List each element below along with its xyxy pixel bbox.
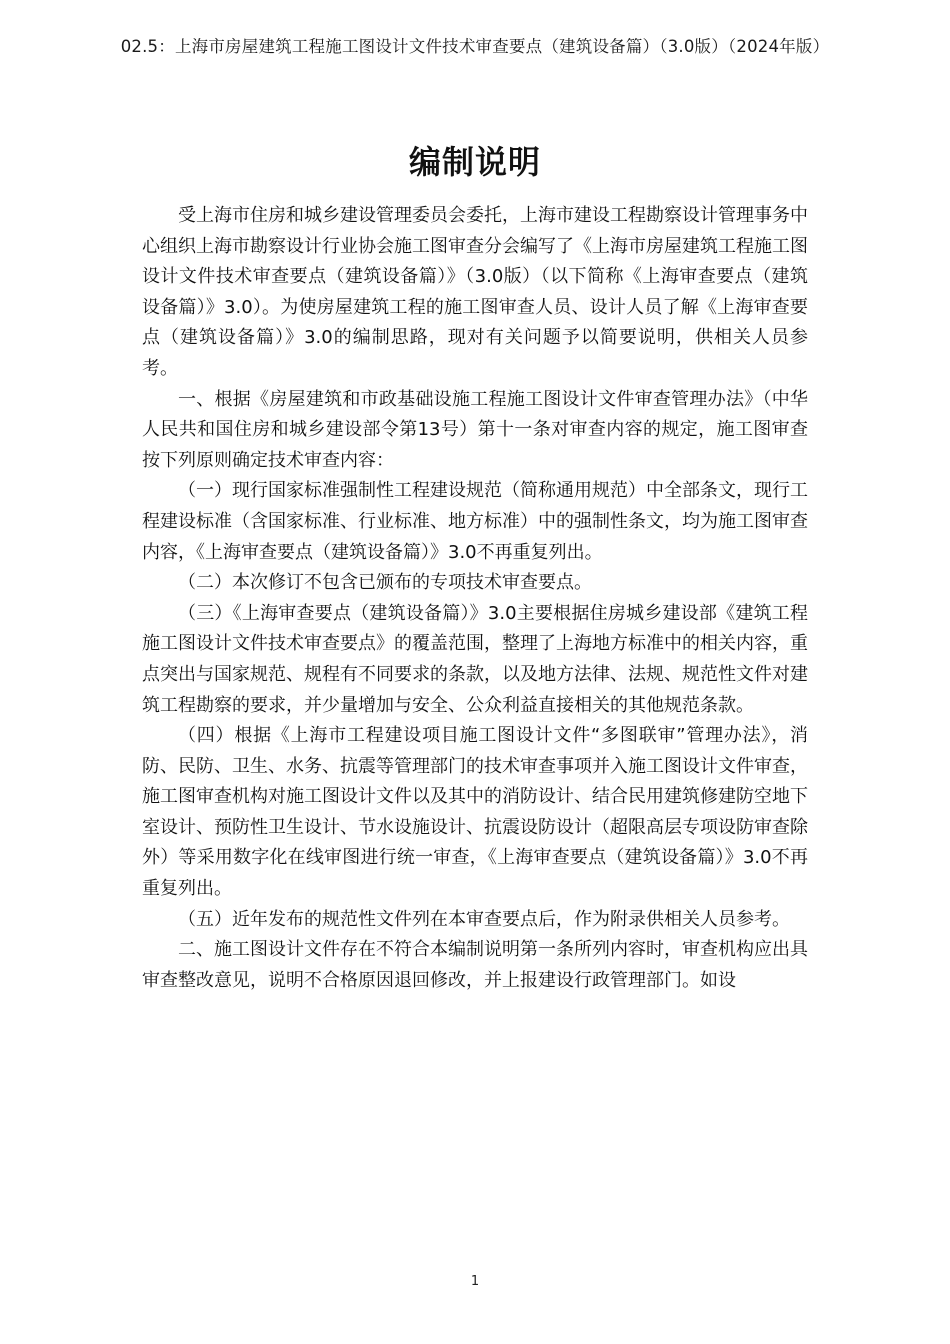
page-title: 编制说明 [408,143,541,182]
running-header: 02.5：上海市房屋建筑工程施工图设计文件技术审查要点（建筑设备篇）（3.0版）（2024年版） [120,37,830,56]
document-body [142,201,808,996]
intro-paragraph: 受上海市住房和城乡建设管理委员会委托，上海市建设工程勘察设计管理事务中心组织上海市勘察设计行业协会施工图审查分会编写了《上海市房屋建筑工程施工图设计文件技术审查要点（建筑设备篇）》（3.0版）（以下简称《上海审查要点（建筑设备篇）》3.0）。为使房屋建筑工程的施工图审查人员、设计人员了解《上海审查要点（建筑设备篇）》3.0的编制思路，现对有关问题予以简要说明，供相关人员参考。 [142,205,808,379]
item-three-paragraph: （三）《上海审查要点（建筑设备篇）》3.0主要根据住房城乡建设部《建筑工程施工图设计文件技术审查要点》的覆盖范围，整理了上海地方标准中的相关内容，重点突出与国家规范、规程有不同要求的条款，以及地方法律、法规、规范性文件对建筑工程勘察的要求，并少量增加与安全、公众利益直接相关的其他规范条款。 [142,602,808,716]
section-one-paragraph: 一、根据《房屋建筑和市政基础设施工程施工图设计文件审查管理办法》（中华人民共和国住房和城乡建设部令第13号）第十一条对审查内容的规定，施工图审查按下列原则确定技术审查内容： [142,388,808,471]
item-four-paragraph: （四）根据《上海市工程建设项目施工图设计文件“多图联审”管理办法》，消防、民防、卫生、水务、抗震等管理部门的技术审查事项并入施工图设计文件审查，施工图审查机构对施工图设计文件以及其中的消防设计、结合民用建筑修建防空地下室设计、预防性卫生设计、节水设施设计、抗震设防设计（超限高层专项设防审查除外）等采用数字化在线审图进行统一审查，《上海审查要点（建筑设备篇）》3.0不再重复列出。 [142,725,808,900]
section-two-paragraph: 二、施工图设计文件存在不符合本编制说明第一条所列内容时，审查机构应出具审查整改意见，说明不合格原因退回修改，并上报建设行政管理部门。如设 [142,939,808,991]
page-number: 1 [470,1274,480,1289]
item-one-paragraph: （一）现行国家标准强制性工程建设规范（简称通用规范）中全部条文，现行工程建设标准（含国家标准、行业标准、地方标准）中的强制性条文，均为施工图审查内容，《上海审查要点（建筑设备篇）》3.0不再重复列出。 [142,480,808,563]
item-five-paragraph: （五）近年发布的规范性文件列在本审查要点后，作为附录供相关人员参考。 [178,908,790,930]
item-two-paragraph: （二）本次修订不包含已颁布的专项技术审查要点。 [178,572,592,594]
